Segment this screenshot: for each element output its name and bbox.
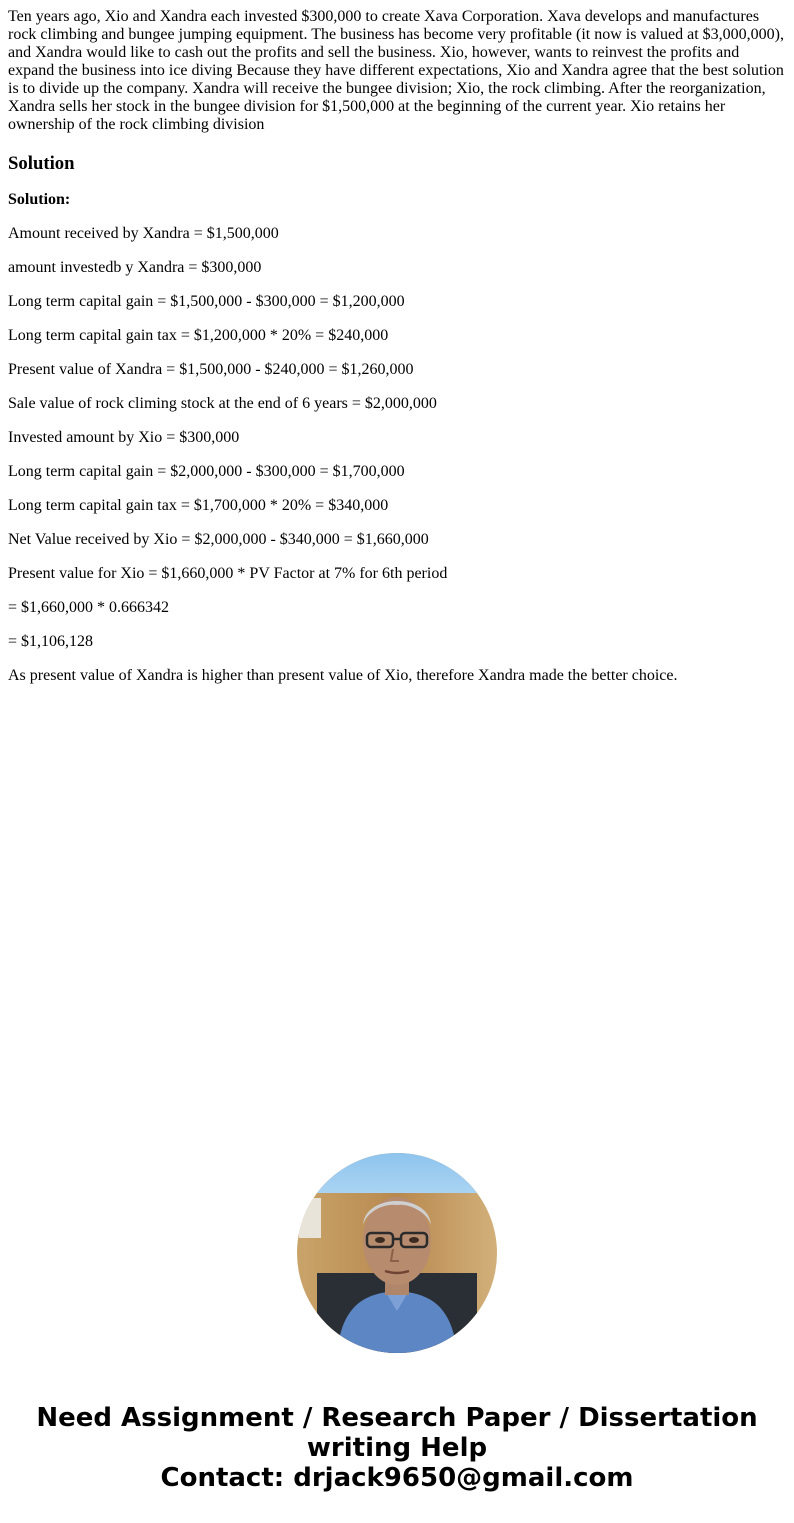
solution-line: As present value of Xandra is higher than present value of Xio, therefore Xandra made the better choice. [8, 667, 678, 684]
solution-line: Long term capital gain tax = $1,700,000 * 20% = $340,000 [8, 497, 389, 514]
author-avatar [297, 1153, 497, 1353]
footer-line-2: writing Help [306, 1433, 488, 1463]
solution-line: amount investedb y Xandra = $300,000 [8, 259, 262, 276]
solution-line: Present value for Xio = $1,660,000 * PV Factor at 7% for 6th period [8, 565, 448, 582]
solution-line: Amount received by Xandra = $1,500,000 [8, 225, 279, 242]
contact-footer [0, 1403, 794, 1493]
solution-line: Long term capital gain tax = $1,200,000 * 20% = $240,000 [8, 327, 389, 344]
solution-line: Sale value of rock climing stock at the end of 6 years = $2,000,000 [8, 395, 437, 412]
solution-line: Invested amount by Xio = $300,000 [8, 429, 240, 446]
solution-line: = $1,660,000 * 0.666342 [8, 599, 170, 616]
person-photo-icon [297, 1153, 497, 1353]
document-content [8, 8, 786, 685]
footer-contact-email: Contact: drjack9650@gmail.com [160, 1463, 634, 1493]
solution-line: Long term capital gain = $2,000,000 - $300,000 = $1,700,000 [8, 463, 405, 480]
solution-line: = $1,106,128 [8, 633, 94, 650]
solution-heading: Solution [8, 153, 75, 174]
question-text: Ten years ago, Xio and Xandra each invested $300,000 to create Xava Corporation. Xava develops and manufactures rock climbing and bungee jumping equipment. The business has become very profitable (it now is valued at $3,000,000), and Xandra would like to cash out the profits and sell the business. Xio, however, wants to reinvest the profits and expand the business into ice diving Because they have different expectations, Xio and Xandra agree that the best solution is to divide up the company. Xandra will receive the bungee division; Xio, the rock climbing. After the reorganization, Xandra sells her stock in the bungee division for $1,500,000 at the beginning of the current year. Xio retains her ownership of the rock climbing division [8, 8, 784, 133]
solution-line: Present value of Xandra = $1,500,000 - $240,000 = $1,260,000 [8, 361, 414, 378]
footer-line-1: Need Assignment / Research Paper / Dissertation [36, 1403, 758, 1433]
solution-label: Solution: [8, 191, 71, 208]
solution-line: Long term capital gain = $1,500,000 - $300,000 = $1,200,000 [8, 293, 405, 310]
solution-line: Net Value received by Xio = $2,000,000 - $340,000 = $1,660,000 [8, 531, 429, 548]
